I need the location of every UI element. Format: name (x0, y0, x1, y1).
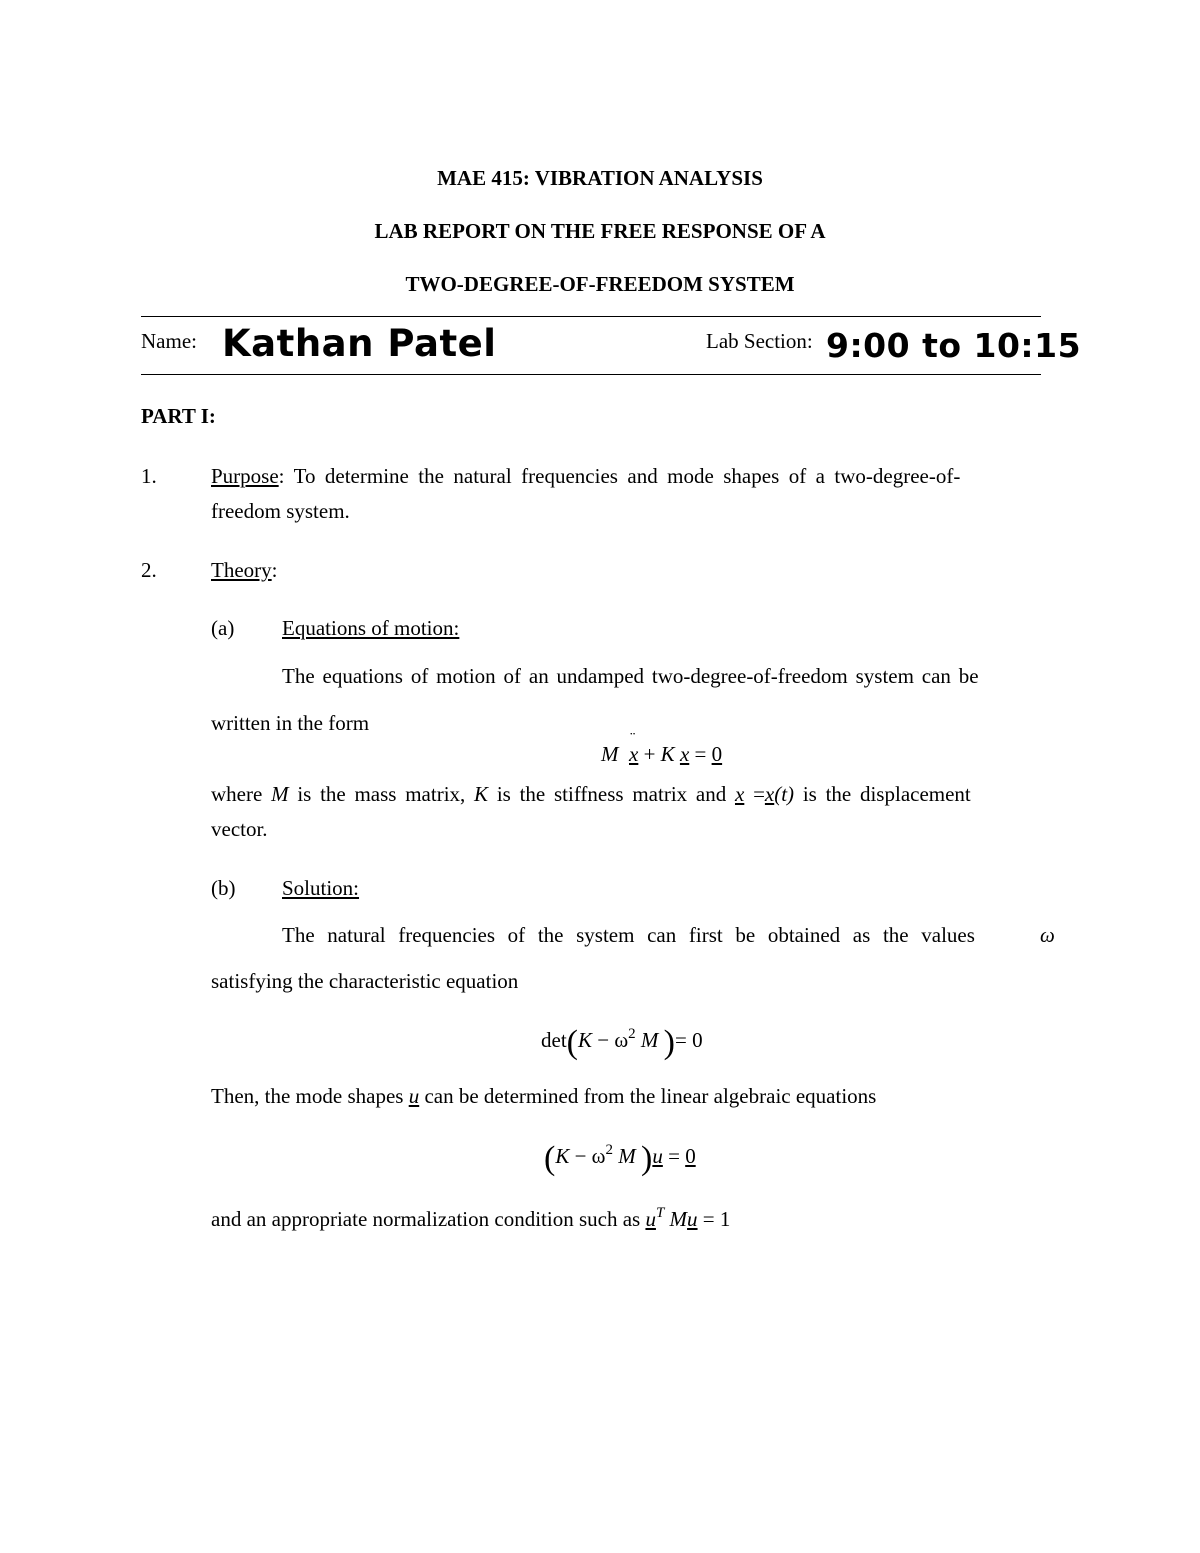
where-line2: vector. (211, 817, 268, 841)
mode-shape-equation: ($K - \omega^2$ M )u = 0 (544, 1140, 696, 1177)
equations-para-line2: written in the form (211, 711, 370, 735)
bottom-rule (141, 374, 1041, 375)
report-title-line2: TWO-DEGREE-OF-FREEDOM SYSTEM (405, 272, 795, 296)
solution-heading: Solution: (282, 876, 360, 900)
then-line: Then, the mode shapes u can be determined from the linear algebraic equations (211, 1084, 877, 1108)
name-label: Name: (141, 329, 197, 353)
lab-section-label: Lab Section: (706, 329, 813, 353)
lab-section-value: 9:00 to 10:15 (826, 326, 1082, 365)
purpose-text-line1: : To determine the natural frequencies and mode shapes of a two-degree-of- (278, 464, 961, 488)
equations-para-line1: The equations of motion of an undamped two-degree-of-freedom system can be (282, 664, 979, 688)
where-line1: where M is the mass matrix, K is the stiffness matrix and x =x(t) is the displacement (211, 782, 971, 806)
purpose-line1 (211, 464, 1059, 489)
equation-of-motion: M x ¨ + K x = 0 (601, 730, 723, 766)
purpose-heading: Purpose (211, 464, 279, 488)
equations-letter: (a) (211, 616, 235, 640)
purpose-number: 1. (141, 464, 157, 488)
theory-number: 2. (141, 558, 157, 582)
purpose-text-line2: freedom system. (211, 499, 350, 523)
normalization-line: and an appropriate normalization condition such as $u^T$ Mu = 1 (211, 1205, 731, 1231)
solution-letter: (b) (211, 876, 236, 900)
characteristic-equation: $\det(K - \omega^2$ M )= 0 (541, 1024, 703, 1061)
theory-heading: Theory (211, 558, 272, 582)
part-title: PART I: (141, 404, 216, 428)
course-title: MAE 415: VIBRATION ANALYSIS (437, 166, 763, 190)
name-value: Kathan Patel (222, 322, 497, 365)
report-title-line1: LAB REPORT ON THE FREE RESPONSE OF A (374, 219, 826, 243)
theory-colon: : (271, 558, 278, 582)
theory-heading-wrap (211, 558, 278, 583)
omega-symbol: ω (1040, 923, 1055, 947)
equations-heading: Equations of motion: (282, 616, 460, 640)
top-rule (141, 316, 1041, 317)
solution-para-line2: satisfying the characteristic equation (211, 969, 519, 993)
solution-para-line1: The natural frequencies of the system can first be obtained as the values (282, 923, 975, 947)
